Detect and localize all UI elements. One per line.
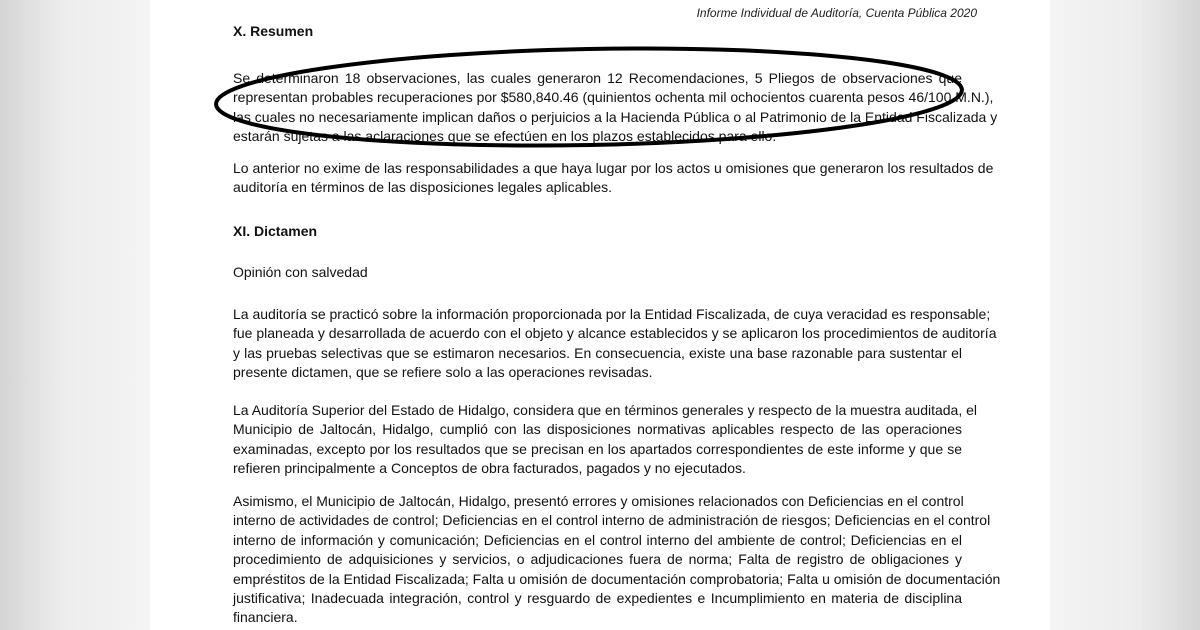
dictamen-paragraph-2 [233, 401, 978, 479]
text-line: Asimismo, el Municipio de Jaltocán, Hidalgo, presentó errores y omisiones relacionados con Deficiencias en el control [233, 493, 964, 509]
text-line: interno de información y comunicación; Deficiencias en el control interno del ambiente de control; Deficiencias en el [233, 531, 962, 548]
responsabilidades-paragraph [233, 159, 994, 198]
text-line: Lo anterior no exime de las responsabilidades a que haya lugar por los actos u omisiones que generaron los resultados de [233, 160, 994, 176]
text-line: La auditoría se practicó sobre la información proporcionada por la Entidad Fiscalizada, de cuya veracidad es responsable; [233, 306, 991, 322]
text-line: representan probables recuperaciones por $580,840.46 (quinientos ochenta mil ochocientos cuarenta pesos 46/100 M.N.), [233, 89, 994, 106]
text-line: financiera. [233, 609, 298, 626]
text-line: refieren principalmente a Conceptos de obra facturados, pagados y no ejecutados. [233, 460, 746, 477]
text-line: presente dictamen, que se refiere solo a las operaciones revisadas. [233, 364, 653, 381]
text-line: justificativa; Inadecuada integración, control y resguardo de expedientes e Incumplimiento en materia de disciplina [233, 590, 962, 607]
text-line: y las pruebas selectivas que se estimaron necesarios. En consecuencia, existe una base razonable para sustentar el [233, 344, 962, 361]
dictamen-paragraph-3 [233, 492, 1001, 628]
text-line: estarán sujetas a las aclaraciones que se efectúen en los plazos establecidos para ello. [233, 128, 777, 145]
text-line: fue planeada y desarrollada de acuerdo con el objeto y alcance establecidos y se aplicaron los procedimientos de auditoría [233, 325, 997, 342]
section-heading-dictamen: XI. Dictamen [233, 223, 318, 239]
text-line: empréstitos de la Entidad Fiscalizada; Falta u omisión de documentación comprobatoria; Falta u omisión de documentación [233, 570, 1001, 587]
text-line: las cuales no necesariamente implican daños o perjuicios a la Hacienda Pública o al Patrimonio de la Entidad Fiscalizada y [233, 108, 998, 125]
opinion-subtitle: Opinión con salvedad [233, 264, 368, 280]
text-line: La Auditoría Superior del Estado de Hidalgo, considera que en términos generales y respecto de la muestra auditada, el [233, 402, 978, 418]
text-line: examinadas, excepto por los resultados que se precisan en los apartados correspondientes de este informe y que se [233, 440, 962, 457]
document-page [150, 0, 1050, 630]
section-heading-resumen: X. Resumen [233, 23, 314, 39]
text-line: interno de actividades de control; Deficiencias en el control interno de administración de riesgos; Deficiencias en el control [233, 512, 991, 529]
text-line: procedimiento de adquisiciones y servicios, o adjudicaciones fuera de norma; Falta de registro de obligaciones y [233, 551, 962, 568]
text-line: Municipio de Jaltocán, Hidalgo, cumplió con las disposiciones normativas aplicables respecto de las operaciones [233, 421, 962, 438]
text-line: Se determinaron 18 observaciones, las cuales generaron 12 Recomendaciones, 5 Pliegos de observaciones que [233, 70, 962, 86]
report-header: Informe Individual de Auditoría, Cuenta Pública 2020 [696, 6, 977, 20]
dictamen-paragraph-1 [233, 305, 997, 383]
resumen-paragraph [233, 69, 998, 147]
text-line: auditoría en términos de las disposiciones legales aplicables. [233, 179, 612, 196]
